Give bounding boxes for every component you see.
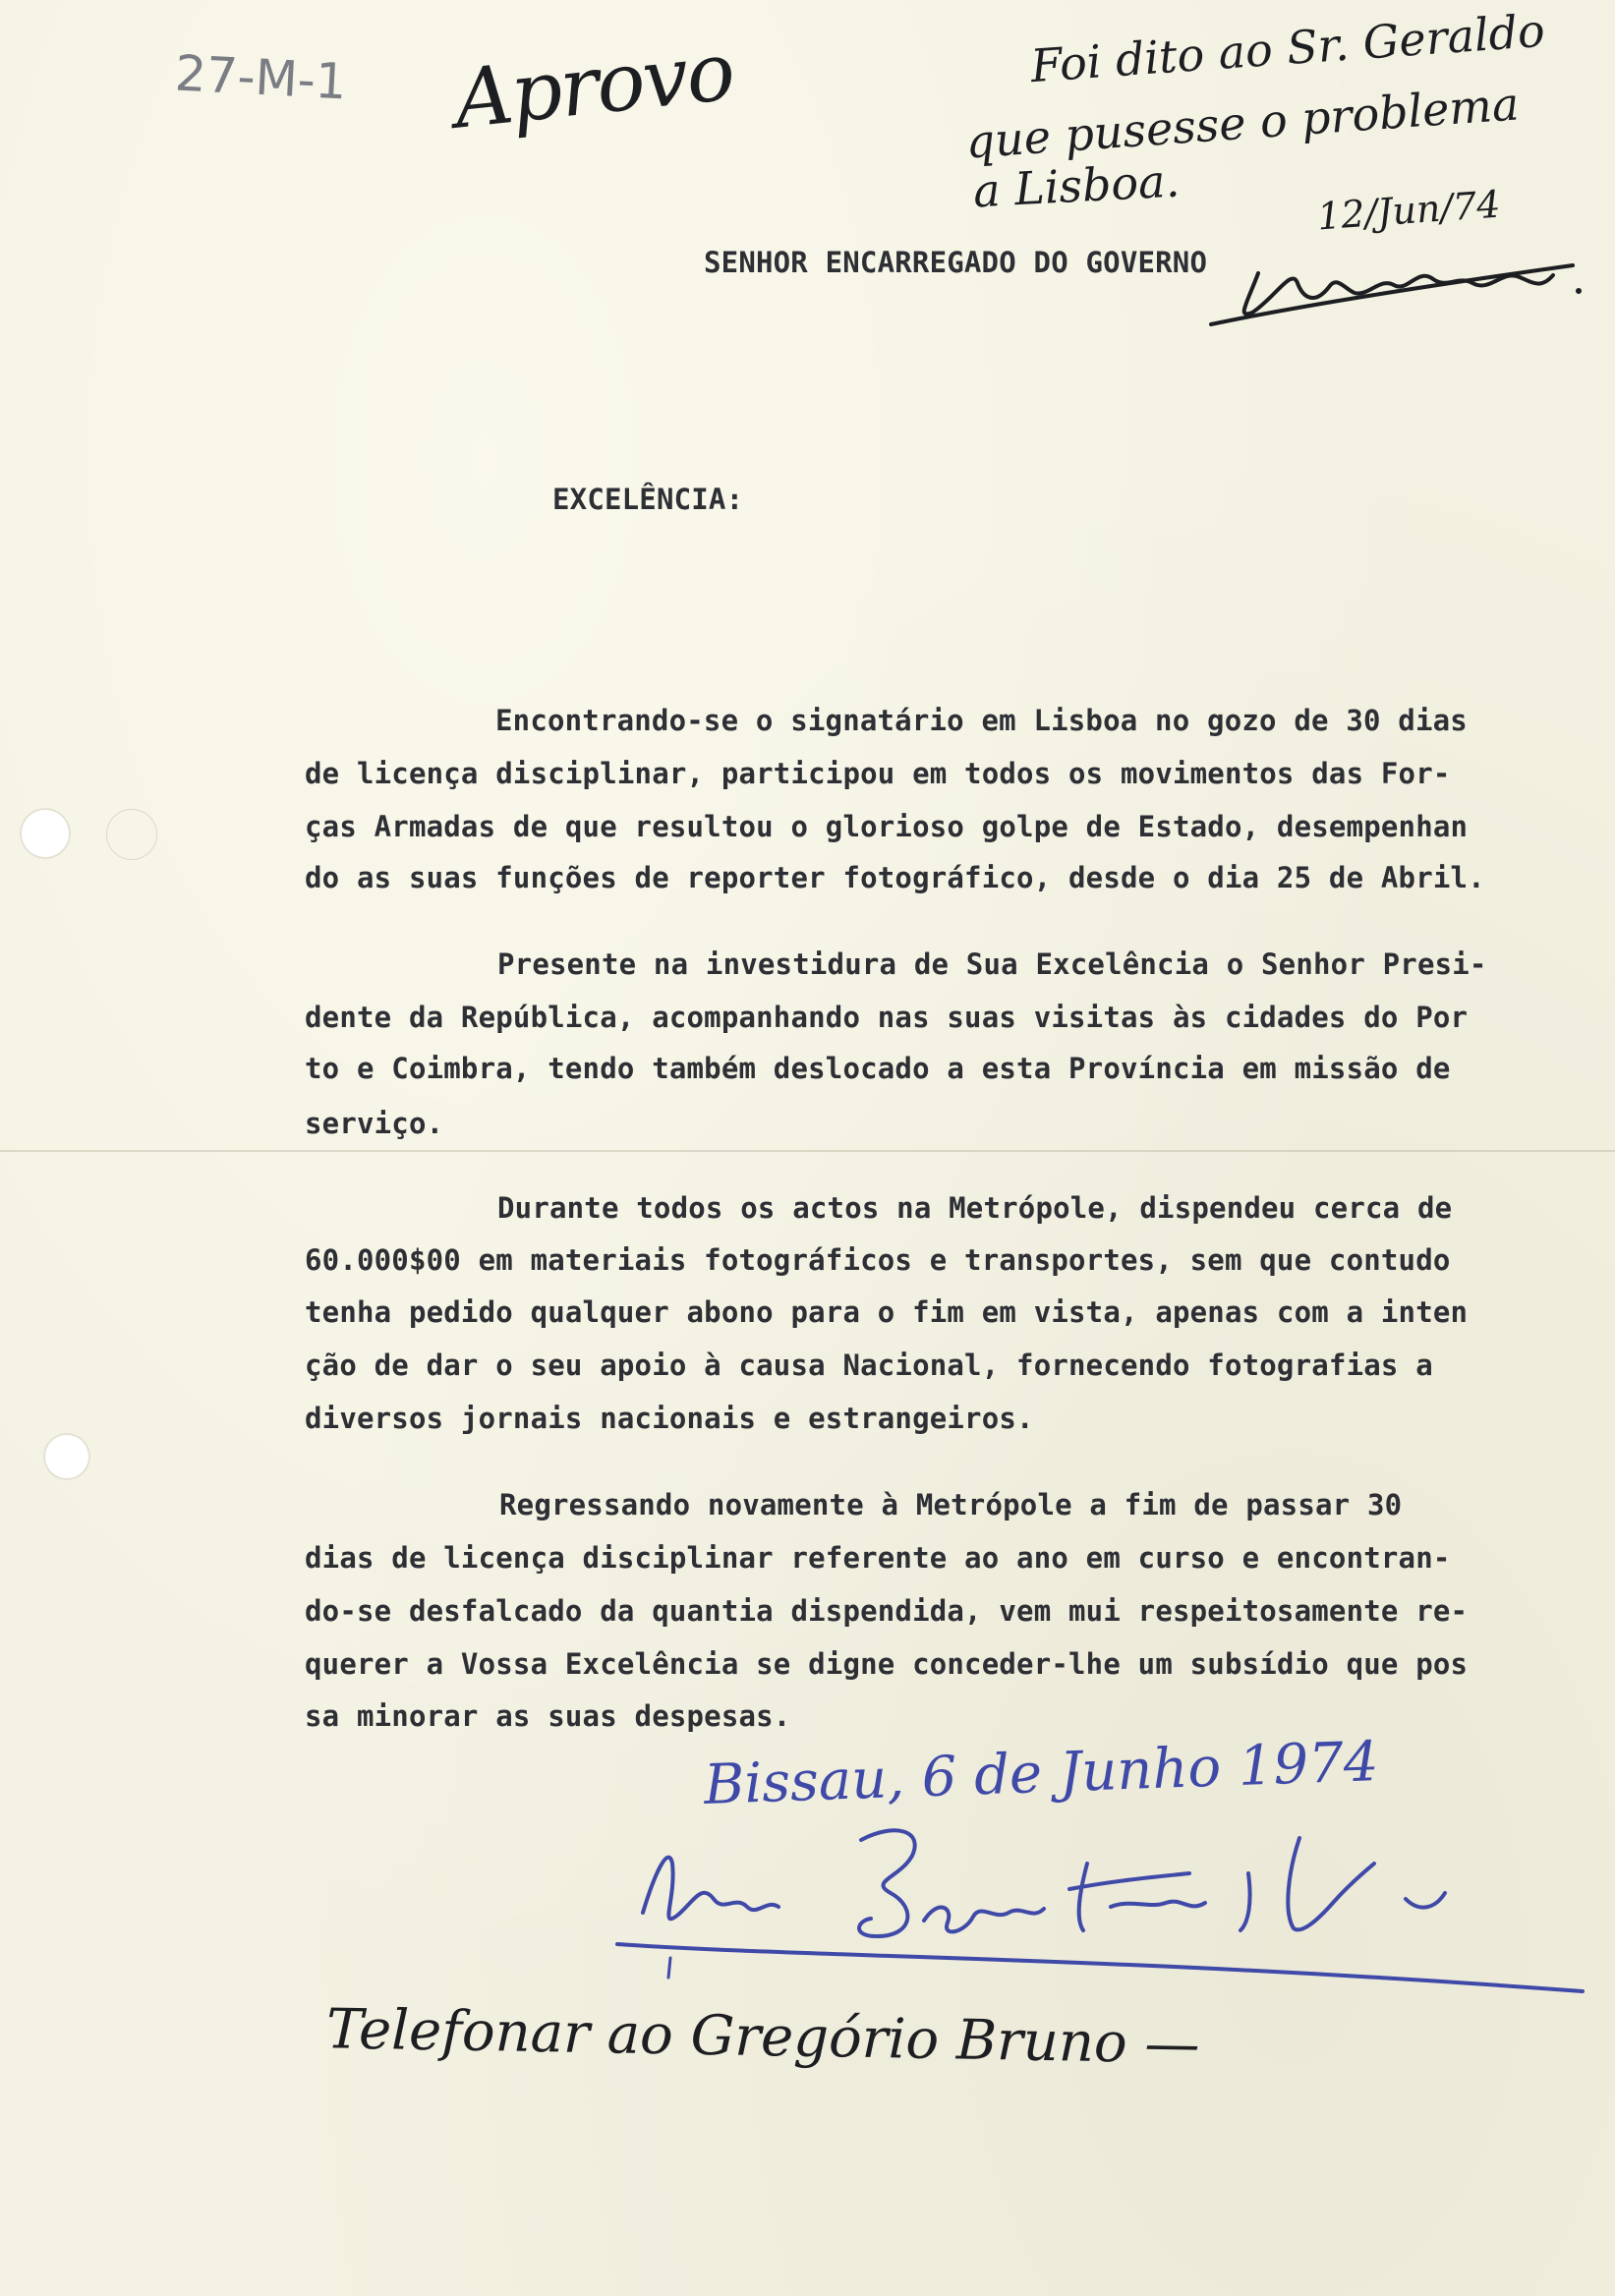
- punch-hole-top: [20, 808, 71, 859]
- paragraph-line: to e Coimbra, tendo também deslocado a esta Província em missão de: [305, 1052, 1451, 1085]
- official-signature: [1207, 228, 1600, 336]
- paragraph-line: tenha pedido qualquer abono para o fim em vista, apenas com a inten: [305, 1295, 1469, 1329]
- punch-hole-shadow: [106, 809, 157, 860]
- paragraph-line: 60.000$00 em materiais fotográficos e transportes, sem que contudo: [305, 1243, 1451, 1277]
- margin-note-date: 12/Jun/74: [1315, 182, 1502, 239]
- punch-hole-bottom: [43, 1433, 90, 1480]
- sender-signature: [600, 1805, 1592, 2001]
- paragraph-line: Durante todos os actos na Metrópole, dispendeu cerca de: [497, 1191, 1453, 1225]
- paragraph-line: dente da República, acompanhando nas suas visitas às cidades do Por: [305, 1001, 1469, 1034]
- paragraph-line: Presente na investidura de Sua Excelência o Senhor Presi-: [497, 947, 1487, 981]
- paragraph-line: ças Armadas de que resultou o glorioso golpe de Estado, desempenhan: [305, 810, 1469, 843]
- addressee-line: SENHOR ENCARREGADO DO GOVERNO: [704, 246, 1208, 279]
- reference-number: 27-M-1: [173, 44, 349, 111]
- margin-note-line-3: a Lisboa.: [971, 153, 1182, 218]
- salutation: EXCELÊNCIA:: [552, 483, 744, 516]
- bottom-note: Telefonar ao Gregório Bruno —: [325, 1997, 1201, 2077]
- place-date: Bissau, 6 de Junho 1974: [703, 1730, 1380, 1817]
- paragraph-line: serviço.: [305, 1107, 444, 1140]
- paragraph-line: do-se desfalcado da quantia dispendida, vem mui respeitosamente re-: [305, 1594, 1469, 1628]
- paragraph-line: ção de dar o seu apoio à causa Nacional, fornecendo fotografias a: [305, 1349, 1433, 1382]
- paragraph-line: sa minorar as suas despesas.: [305, 1699, 791, 1733]
- paper-fold-line: [0, 1150, 1615, 1152]
- paragraph-line: Regressando novamente à Metrópole a fim de passar 30: [499, 1488, 1403, 1521]
- paragraph-line: Encontrando-se o signatário em Lisboa no gozo de 30 dias: [495, 704, 1468, 737]
- margin-note-line-1: Foi dito ao Sr. Geraldo: [1028, 3, 1547, 93]
- paragraph-line: querer a Vossa Excelência se digne conceder-lhe um subsídio que pos: [305, 1647, 1469, 1681]
- paragraph-line: do as suas funções de reporter fotográfico, desde o dia 25 de Abril.: [305, 861, 1485, 894]
- paragraph-line: de licença disciplinar, participou em todos os movimentos das For-: [305, 757, 1451, 790]
- approval-note: Aprovo: [449, 25, 738, 147]
- paragraph-line: dias de licença disciplinar referente ao ano em curso e encontran-: [305, 1541, 1451, 1575]
- margin-note-line-2: que pusesse o problema: [963, 77, 1521, 169]
- paragraph-line: diversos jornais nacionais e estrangeiros.: [305, 1402, 1034, 1435]
